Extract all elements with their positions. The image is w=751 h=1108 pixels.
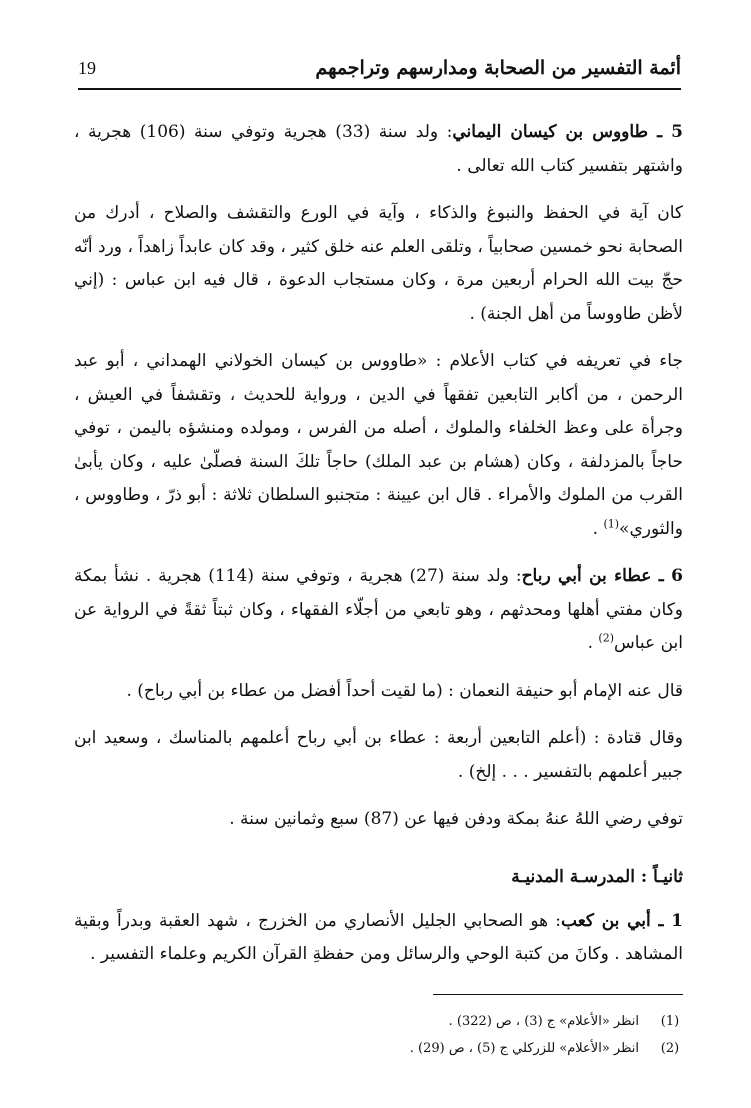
page-body [74, 116, 683, 986]
entry-name: 6 ـ عطاء بن أبي رباح [521, 566, 683, 586]
footnote-number: (2) [660, 1041, 680, 1056]
paragraph-tawus-intro [74, 116, 683, 183]
paragraph-ubayy-intro [74, 905, 683, 972]
footnote-ref: (2) [598, 631, 614, 645]
section-heading: ثانيـاً : المدرسـة المدنيـة [511, 866, 683, 887]
entry-text: : ولد سنة (27) هجرية ، وتوفي سنة (114) هجرية . نشأ بمكة وكان مفتي أهلها ومحدثهم ، وهو تابعي من أجلّاء الفقهاء ، وكان ثبتاً ثقةً في الرواية عن ابن عباس [74, 566, 683, 653]
footnote-text: انظر «الأعلام» ج (3) ، ص (322) . [448, 1014, 639, 1029]
paragraph-abu-hanifa: قال عنه الإمام أبو حنيفة النعمان : (ما لقيت أحداً أفضل من عطاء بن أبي رباح) . [126, 680, 683, 701]
paragraph-qatada: وقال قتادة : (أعلم التابعين أربعة : عطاء بن أبي رباح أعلمهم بالمناسك ، وسعيد ابن جبير أعلمهم بالتفسير . . . إلخ) . [74, 728, 683, 782]
footnote-ref: (1) [603, 516, 620, 530]
paragraph-tawus-alam [74, 345, 683, 546]
running-title: أئمة التفسير من الصحابة ومدارسهم وتراجمهم [315, 57, 681, 79]
page-number: 19 [78, 57, 96, 78]
quote-text: جاء في تعريفه في كتاب الأعلام : «طاووس بن كيسان الخولاني الهمداني ، أبو عبد الرحمن ، من أكابر التابعين تفقهاً في الدين ، ورواية للحديث ، وتقشفاً في العيش ، وجرأة على وعظ الخلفاء والملوك ، أصله من الفرس ، ومولده ومنشؤه باليمن ، توفي حاجاً بالمزدلفة ، وكان (هشام بن عبد الملك) حاجاً تلكَ السنة فصلّىٰ عليه ، وكان يأبىٰ القرب من الملوك والأمراء . قال ابن عيينة : متجنبو السلطان ثلاثة : أبو ذرّ ، وطاووس ، والثوري» [74, 351, 683, 539]
paragraph-ata-death: توفي رضي اللهُ عنهُ بمكة ودفن فيها عن (87) سبع وثمانين سنة . [229, 809, 683, 829]
entry-text: : ولد سنة (33) هجرية وتوفي سنة (106) هجرية ، واشتهر بتفسير كتاب الله تعالى . [74, 122, 683, 176]
entry-text: : هو الصحابي الجليل الأنصاري من الخزرج ، شهد العقبة وبدراً وبقية المشاهد . وكانَ من كتبة الوحي والرسائل ومن حفظةِ القرآن الكريم وعلماء التفسير . [74, 910, 683, 964]
footnote-text: انظر «الأعلام» للزركلي ج (5) ، ص (29) . [409, 1041, 639, 1056]
paragraph-tawus-virtues: كان آية في الحفظ والنبوغ والذكاء ، وآية في الورع والتقشف والصلاح ، أدرك من الصحابة نحو خمسين صحابياً ، وتلقى العلم عنه خلق كثير ، وقد كان عابداً زاهداً ، ورد أنّه حجّ بيت الله الحرام أربعين مرة ، وكان مستجاب الدعوة ، قال فيه ابن عباس : (إني لأظن طاووساً من أهل الجنة) . [74, 203, 683, 324]
footnote-divider [433, 994, 683, 995]
period: . [587, 633, 599, 653]
entry-name: 1 ـ أبي بن كعب [561, 910, 683, 931]
footnote [74, 1035, 683, 1062]
period: . [592, 518, 604, 539]
paragraph-ata-intro [74, 560, 683, 661]
entry-name: 5 ـ طاووس بن كيسان اليماني [452, 122, 684, 142]
footnote-number: (1) [660, 1014, 680, 1029]
page-header [78, 48, 681, 90]
footnote [74, 1008, 683, 1035]
footnotes [74, 1008, 683, 1062]
